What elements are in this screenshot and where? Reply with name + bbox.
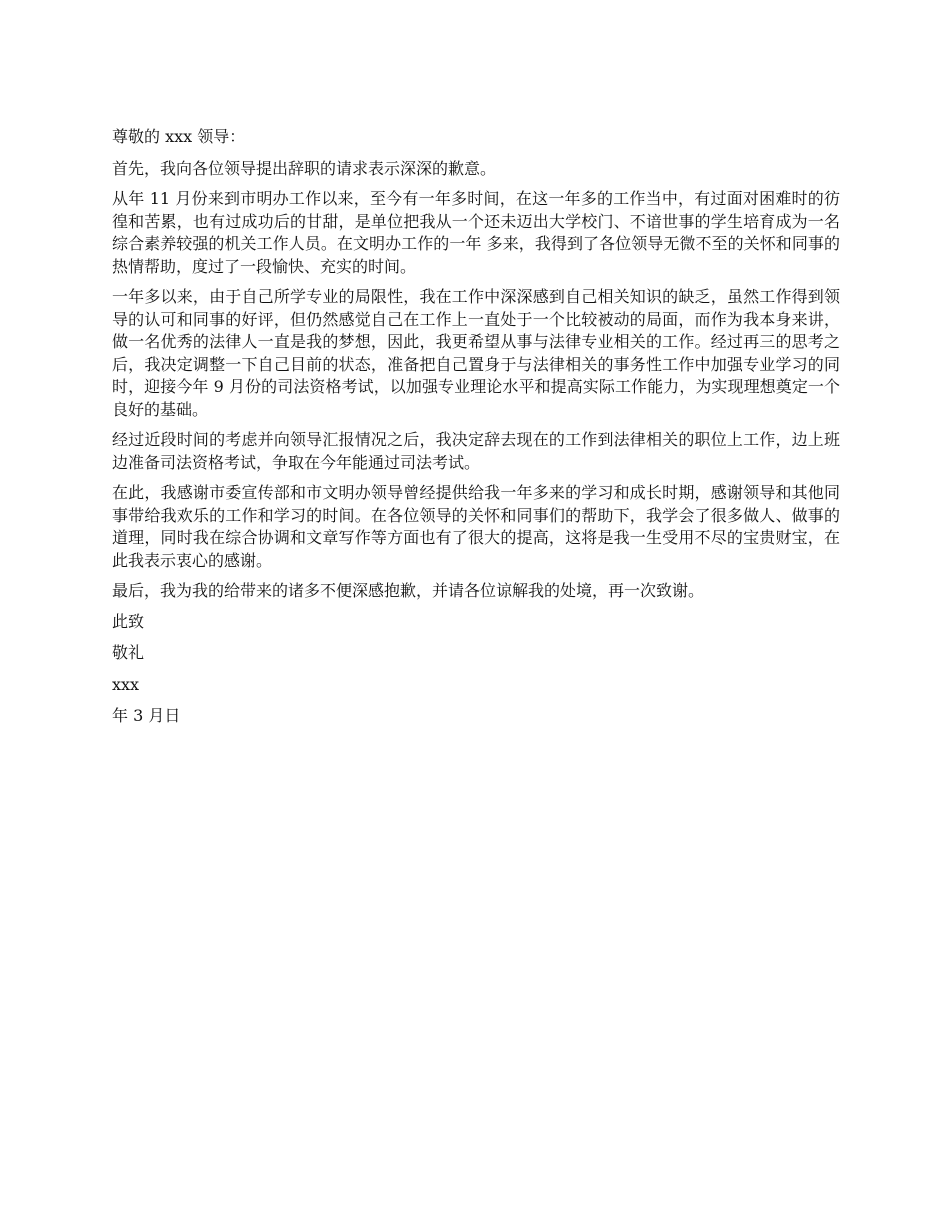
paragraph-thanks: 在此，我感谢市委宣传部和市文明办领导曾经提供给我一年多来的学习和成长时期，感谢领导和其他同事带给我欢乐的工作和学习的时间。在各位领导的关怀和同事们的帮助下，我学会了很多做人、做事的道理，同时我在综合协调和文章写作等方面也有了很大的提高，这将是我一生受用不尽的宝贵财宝，在此我表示衷心的感谢。 xyxy=(112,483,840,570)
paragraph-reason: 一年多以来，由于自己所学专业的局限性，我在工作中深深感到自己相关知识的缺乏，虽然工作得到领导的认可和同事的好评，但仍然感觉自己在工作上一直处于一个比较被动的局面，而作为我本身来讲，做一名优秀的法律人一直是我的梦想，因此，我更希望从事与法律专业相关的工作。经过再三的思考之后，我决定调整一下自己目前的状态，准备把自己置身于与法律相关的事务性工作中加强专业学习的同时，迎接今年 9 月份的司法资格考试，以加强专业理论水平和提高实际工作能力，为实现理想奠定一个良好的基础。 xyxy=(112,287,840,419)
paragraph-apology: 最后，我为我的给带来的诸多不便深感抱歉，并请各位谅解我的处境，再一次致谢。 xyxy=(112,581,705,600)
paragraph-work-history: 从年 11 月份来到市明办工作以来，至今有一年多时间，在这一年多的工作当中，有过面对困难时的彷徨和苦累，也有过成功后的甘甜，是单位把我从一个还未迈出大学校门、不谙世事的学生培育成为一名综合素养较强的机关工作人员。在文明办工作的一年 多来，我得到了各位领导无微不至的关怀和同事的热情帮助，度过了一段愉快、充实的时间。 xyxy=(112,189,840,276)
signature: xxx xyxy=(112,674,140,694)
closing-line-1: 此致 xyxy=(112,611,145,631)
date-line: 年 3 月日 xyxy=(112,706,181,725)
paragraph-opening: 首先，我向各位领导提出辞职的请求表示深深的歉意。 xyxy=(112,158,497,178)
letter-body xyxy=(112,126,840,737)
paragraph-decision: 经过近段时间的考虑并向领导汇报情况之后，我决定辞去现在的工作到法律相关的职位上工作，边上班边准备司法资格考试，争取在今年能通过司法考试。 xyxy=(112,430,840,472)
salutation: 尊敬的 xxx 领导： xyxy=(112,127,246,146)
closing-line-2: 敬礼 xyxy=(112,643,145,662)
